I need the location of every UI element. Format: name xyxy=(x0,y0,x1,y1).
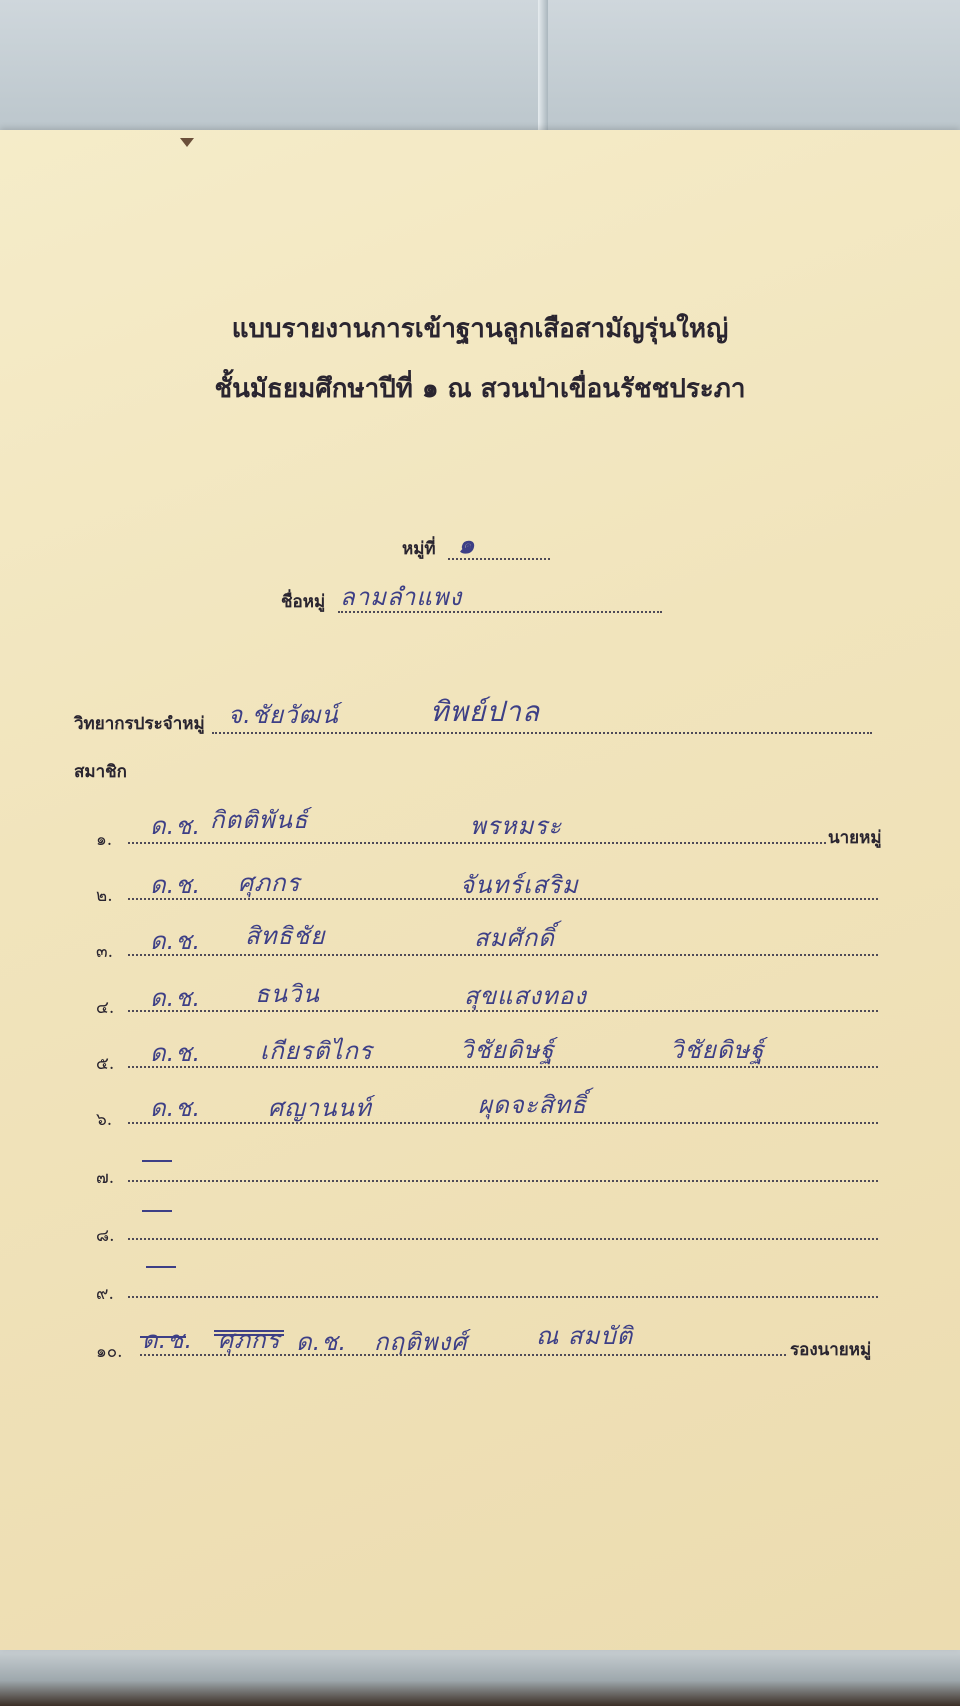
member-3-first-name: สิทธิชัย xyxy=(245,922,326,950)
member-8-line xyxy=(128,1238,878,1240)
member-10-number: ๑๐. xyxy=(96,1342,123,1362)
member-5-line xyxy=(128,1066,878,1068)
member-3-last-name: สมศักดิ์ xyxy=(474,924,555,952)
member-7-dash xyxy=(142,1160,172,1162)
member-10-crossed-name: ศุภกร xyxy=(218,1326,281,1354)
member-2-first-name: ศุภกร xyxy=(238,869,301,897)
wall-seam xyxy=(538,0,548,150)
member-5-extra-name: วิชัยดิษฐ์ xyxy=(670,1036,765,1064)
member-5-number: ๕. xyxy=(96,1054,115,1074)
form-title-line2: ชั้นมัธยมศึกษาปีที่ ๑ ณ สวนป่าเขื่อนรัชชประภา xyxy=(214,374,746,404)
member-2-last-name: จันทร์เสริม xyxy=(460,871,579,899)
member-1-first-name: กิตติพันธ์ xyxy=(210,806,309,834)
group-number-label: หมู่ที่ xyxy=(402,539,436,559)
group-name-value: ลามลำแพง xyxy=(340,583,463,611)
member-4-line xyxy=(128,1010,878,1012)
member-7-number: ๗. xyxy=(96,1168,115,1188)
instructor-first-name: จ.ชัยวัฒน์ xyxy=(228,701,339,729)
member-10-role: รองนายหมู่ xyxy=(790,1340,872,1360)
members-label: สมาชิก xyxy=(74,762,127,782)
member-3-line xyxy=(128,954,878,956)
member-10-strike-2 xyxy=(214,1334,284,1336)
member-10-crossed-prefix: ด.ช. xyxy=(142,1326,194,1354)
group-number-value: ๑ xyxy=(458,530,476,560)
member-2-number: ๒. xyxy=(96,886,113,906)
group-name-label: ชื่อหมู่ xyxy=(281,592,326,612)
paper-mark xyxy=(180,138,194,147)
instructor-last-name: ทิพย์ปาล xyxy=(430,695,540,728)
member-4-number: ๔. xyxy=(96,998,115,1018)
member-3-prefix: ด.ช. xyxy=(150,927,202,955)
member-4-prefix: ด.ช. xyxy=(150,984,202,1012)
member-6-line xyxy=(128,1122,878,1124)
group-number-line xyxy=(448,558,550,560)
member-8-number: ๘. xyxy=(96,1226,115,1246)
member-1-role: นายหมู่ xyxy=(828,828,882,848)
member-9-dash xyxy=(146,1266,176,1268)
report-form-paper xyxy=(0,130,960,1650)
instructor-label: วิทยากรประจำหมู่ xyxy=(74,714,205,734)
member-6-last-name: ผุดจะสิทธิ์ xyxy=(478,1091,587,1119)
member-5-first-name: เกียรติไกร xyxy=(260,1037,373,1065)
member-10-first-name: กฤติพงศ์ xyxy=(374,1328,468,1356)
group-name-line xyxy=(338,611,662,613)
member-10-prefix: ด.ช. xyxy=(296,1328,348,1356)
member-1-prefix: ด.ช. xyxy=(150,812,202,840)
member-5-prefix: ด.ช. xyxy=(150,1039,202,1067)
instructor-line xyxy=(212,732,872,734)
member-10-line xyxy=(140,1354,786,1356)
member-7-line xyxy=(128,1180,878,1182)
member-1-line xyxy=(128,842,826,844)
member-3-number: ๓. xyxy=(96,942,114,962)
member-6-prefix: ด.ช. xyxy=(150,1094,202,1122)
member-9-line xyxy=(128,1296,878,1298)
form-title-line1: แบบรายงานการเข้าฐานลูกเสือสามัญรุ่นใหญ่ xyxy=(231,314,729,344)
member-5-last-name: วิชัยดิษฐ์ xyxy=(460,1036,555,1064)
member-10-strike-3 xyxy=(214,1330,284,1332)
member-6-first-name: ศญานนท์ xyxy=(268,1094,372,1122)
member-2-prefix: ด.ช. xyxy=(150,871,202,899)
member-6-number: ๖. xyxy=(96,1110,113,1130)
member-1-last-name: พรหมระ xyxy=(470,812,563,840)
member-4-first-name: ธนวิน xyxy=(255,980,320,1008)
member-1-number: ๑. xyxy=(96,830,113,850)
member-10-last-name: ณ สมบัติ xyxy=(536,1322,634,1350)
background-floor xyxy=(0,1642,960,1706)
background-wall xyxy=(0,0,960,150)
member-10-strike-1 xyxy=(140,1336,186,1338)
member-4-last-name: สุขแสงทอง xyxy=(464,982,587,1010)
member-8-dash xyxy=(142,1210,172,1212)
member-9-number: ๙. xyxy=(96,1284,114,1304)
member-2-line xyxy=(128,898,878,900)
